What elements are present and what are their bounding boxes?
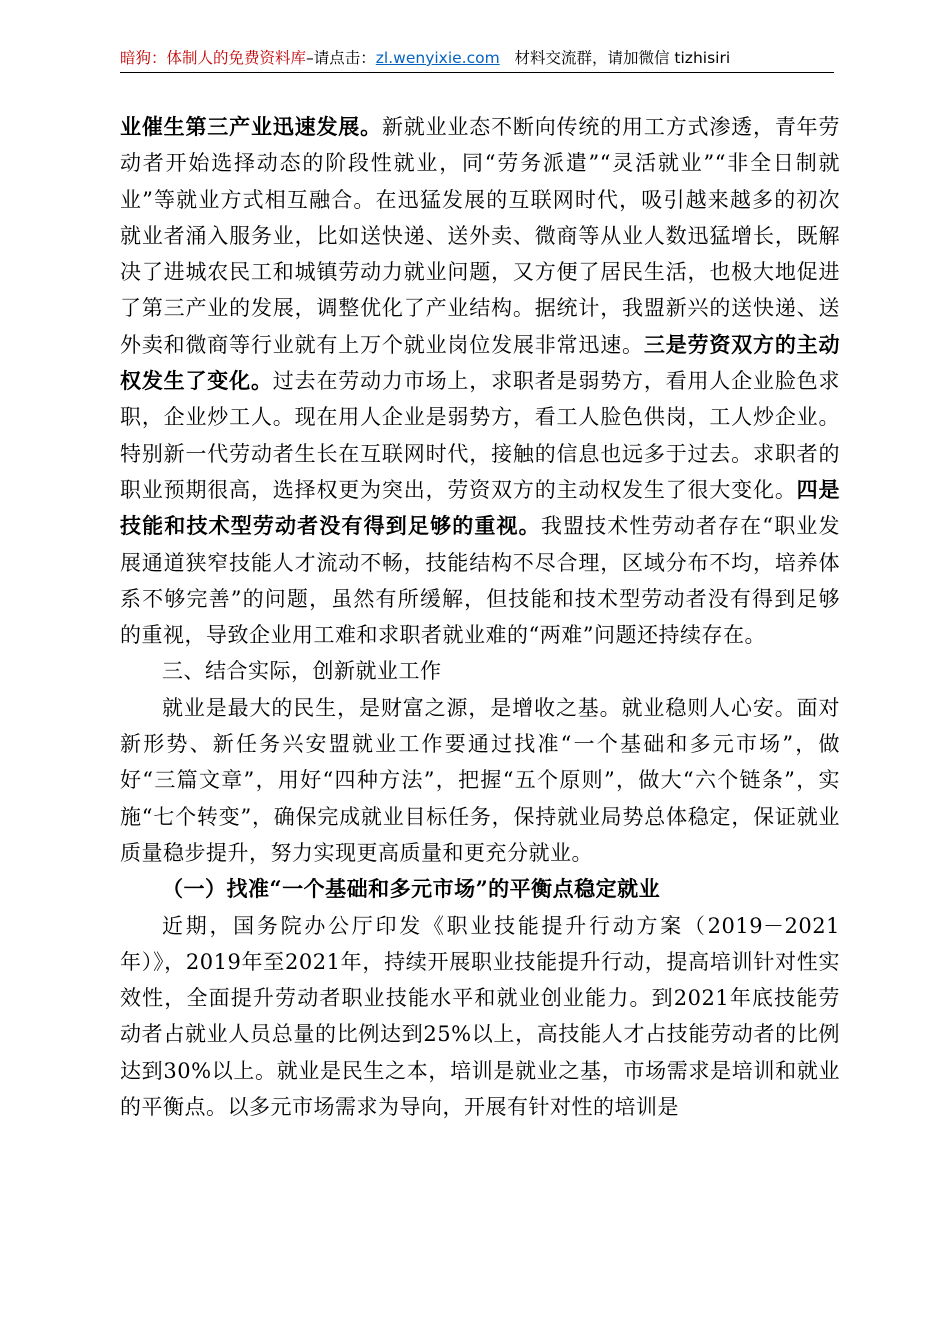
- header-prompt: –请点击：: [306, 49, 376, 67]
- paragraph: 就业是最大的民生，是财富之源，是增收之基。就业稳则人心安。面对新形势、新任务兴安盟就业工作要通过找准“一个基础和多元市场”，做好“三篇文章”，用好“四种方法”，把握“五个原则”，做大“六个链条”，实施“七个转变”，确保完成就业目标任务，保持就业局势总体稳定，保证就业质量稳步提升，努力实现更高质量和更充分就业。: [120, 695, 840, 865]
- paragraph-text: 过去在劳动力市场上，求职者是弱势方，看用人企业脸色求职，企业炒工人。现在用人企业是弱势方，看工人脸色供岗，工人炒企业。特别新一代劳动者生长在互联网时代，接触的信息也远多于过去。求职者的职业预期很高，选择权更为突出，劳资双方的主动权发生了很大变化。: [120, 369, 840, 502]
- subsection-heading: （一）找准“一个基础和多元市场”的平衡点稳定就业: [162, 876, 661, 902]
- bold-phrase: 四是技能和技术型劳动者没有得到足够的重视。: [120, 476, 840, 539]
- document-body: [120, 109, 840, 1125]
- page-header: [120, 44, 834, 73]
- paragraph: 近期，国务院办公厅印发《职业技能提升行动方案（2019－2021年）》，2019年至2021年，持续开展职业技能提升行动，提高培训针对性实效性，全面提升劳动者职业技能水平和就业创业能力。到2021年底技能劳动者占就业人员总量的比例达到25%以上，高技能人才占技能劳动者的比例达到30%以上。就业是民生之本，培训是就业之基，市场需求是培训和就业的平衡点。以多元市场需求为导向，开展有针对性的培训是: [120, 913, 840, 1120]
- header-link[interactable]: zl.wenyixie.com: [375, 49, 500, 67]
- header-brand: 暗狗：体制人的免费资料库: [120, 49, 307, 67]
- paragraph-text: 我盟技术性劳动者存在“职业发展通道狭窄技能人才流动不畅，技能结构不尽合理，区域分布不均，培养体系不够完善”的问题，虽然有所缓解，但技能和技术型劳动者没有得到足够的重视，导致企业用工难和求职者就业难的“两难”问题还持续存在。: [120, 514, 840, 648]
- section-heading: 三、结合实际，创新就业工作: [162, 659, 442, 684]
- paragraph-text: 新就业业态不断向传统的用工方式渗透，青年劳动者开始选择动态的阶段性就业，同“劳务派遣”“灵活就业”“非全日制就业”等就业方式相互融合。在迅猛发展的互联网时代，吸引越来越多的初次就业者涌入服务业，比如送快递、送外卖、微商等从业人数迅猛增长，既解决了进城农民工和城镇劳动力就业问题，又方便了居民生活，也极大地促进了第三产业的发展，调整优化了产业结构。据统计，我盟新兴的送快递、送外卖和微商等行业就有上万个就业岗位发展非常迅速。: [120, 115, 840, 357]
- bold-phrase: 业催生第三产业迅速发展。: [120, 114, 382, 139]
- paragraph-continuation: [120, 109, 840, 653]
- bold-phrase: 三是劳资双方的主动权发生了变化。: [120, 331, 840, 394]
- header-group-text: 材料交流群，请加微信 tizhisiri: [499, 49, 731, 67]
